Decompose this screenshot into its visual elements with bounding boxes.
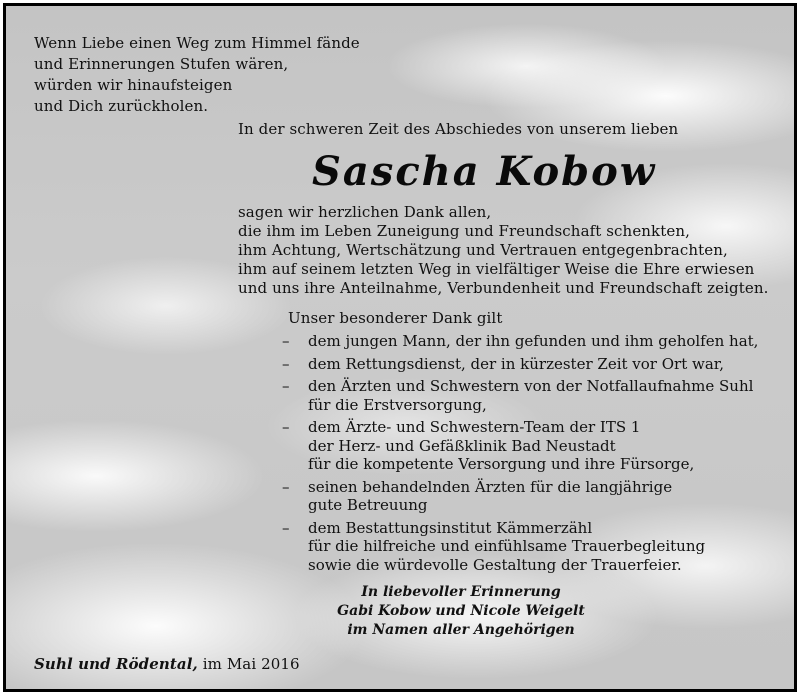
list-item: [282, 332, 758, 351]
list-item-line: für die kompetente Versorgung und ihre Fürsorge,: [308, 455, 695, 473]
thanks-line: und uns ihre Anteilnahme, Verbundenheit und Freundschaft zeigten.: [238, 279, 769, 297]
closing-line: In liebevoller Erinnerung: [361, 584, 561, 600]
list-item-line: dem Rettungsdienst, der in kürzester Zeit vor Ort war,: [308, 354, 725, 373]
dash-bullet: –: [282, 377, 290, 395]
list-item-line: dem Bestattungsinstitut Kämmerzähl: [308, 518, 593, 537]
date: im Mai 2016: [202, 655, 300, 673]
list-item-line: für die Erstversorgung,: [308, 395, 487, 414]
thanks-line: ihm Achtung, Wertschätzung und Vertrauen entgegenbrachten,: [238, 241, 728, 259]
dash-bullet: –: [282, 477, 290, 496]
list-item-line: dem Ärzte- und Schwestern-Team der ITS 1: [308, 418, 641, 436]
intro-text: In der schweren Zeit des Abschiedes von unserem lieben: [238, 120, 679, 138]
list-item-line: sowie die würdevolle Gestaltung der Trauerfeier.: [308, 555, 682, 574]
closing-line: Gabi Kobow und Nicole Weigelt: [337, 603, 585, 619]
list-item-line: für die hilfreiche und einfühlsame Trauerbegleitung: [308, 537, 706, 555]
thanks-line: ihm auf seinem letzten Weg in vielfältiger Weise die Ehre erwiesen: [238, 260, 755, 278]
list-item-line: seinen behandelnden Ärzten für die langjährige: [308, 477, 673, 496]
poem-line: und Dich zurückholen.: [34, 97, 209, 115]
poem-line: und Erinnerungen Stufen wären,: [34, 55, 289, 73]
dash-bullet: –: [282, 332, 290, 350]
poem-line: würden wir hinaufsteigen: [34, 76, 233, 94]
dash-bullet: –: [282, 518, 290, 537]
list-item: [282, 418, 758, 474]
obituary-card: [3, 3, 797, 692]
deceased-name: Sascha Kobow: [312, 148, 657, 195]
dash-bullet: –: [282, 354, 290, 373]
list-item-line: gute Betreuung: [308, 496, 428, 514]
list-item-line: den Ärzten und Schwestern von der Notfallaufnahme Suhl: [308, 377, 754, 395]
closing-signature: [306, 583, 616, 640]
place-date: [34, 655, 300, 673]
list-item: [282, 377, 758, 414]
special-thanks-heading: Unser besonderer Dank gilt: [288, 309, 503, 327]
poem: [34, 34, 360, 118]
thanks-text: [238, 203, 768, 298]
thanks-line: die ihm im Leben Zuneigung und Freundschaft schenkten,: [238, 222, 690, 240]
special-thanks-list: [282, 332, 758, 578]
closing-line: im Namen aller Angehörigen: [347, 622, 575, 638]
dash-bullet: –: [282, 418, 290, 436]
list-item: [282, 355, 758, 374]
list-item: [282, 478, 758, 515]
thanks-line: sagen wir herzlichen Dank allen,: [238, 203, 492, 221]
poem-line: Wenn Liebe einen Weg zum Himmel fände: [34, 34, 360, 52]
list-item-line: dem jungen Mann, der ihn gefunden und ihm geholfen hat,: [308, 332, 759, 350]
list-item-line: der Herz- und Gefäßklinik Bad Neustadt: [308, 436, 616, 455]
place: Suhl und Rödental,: [34, 655, 198, 673]
list-item: [282, 519, 758, 575]
